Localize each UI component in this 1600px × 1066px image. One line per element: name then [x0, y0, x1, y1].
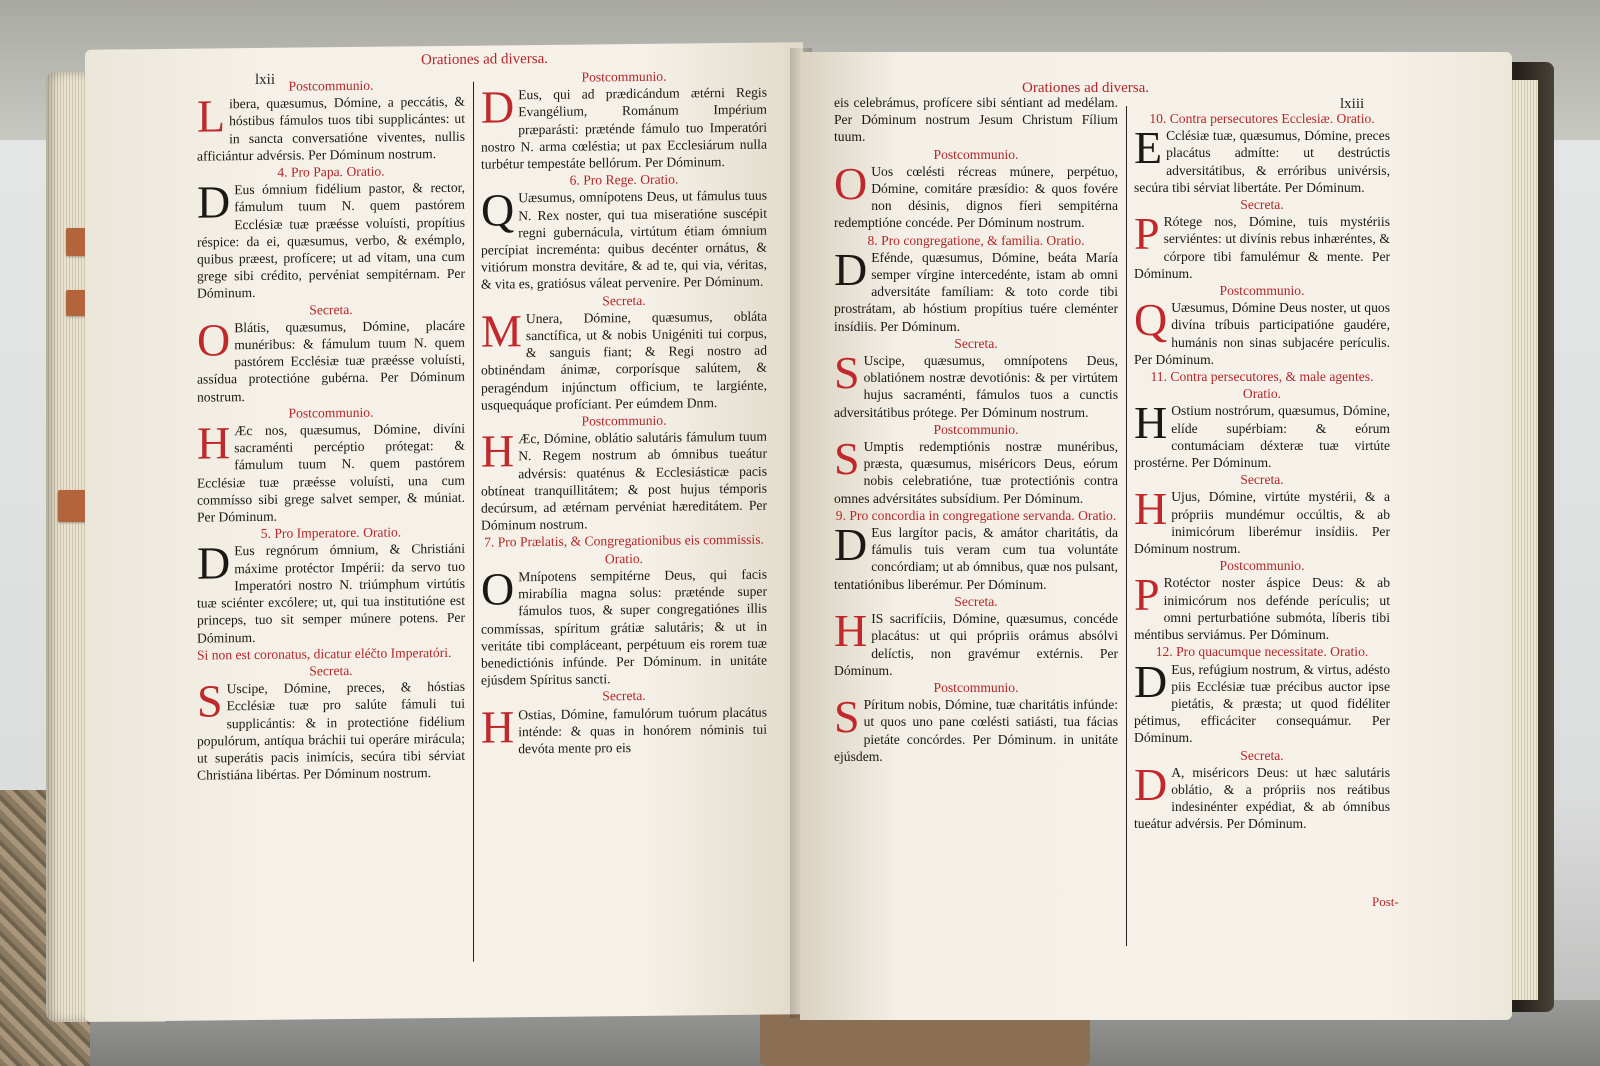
drop-capital: S [834, 433, 860, 485]
rubric-heading: Secreta. [1240, 472, 1284, 488]
prayer-text: Uscipe, Dómine, preces, & hóstias Ecclésiæ tuæ pro salúte fámuli tui supplicántis: & in protectióne fidélium populórum, antíqua bráchii tui operáre mirácula; ut superátis pacis inimícis, secúra tibi sérviat Christiána libértas. Per Dóminum nostrum. [197, 678, 465, 783]
prayer-text: eis celebrámus, profícere sibi séntiant ad medélam. Per Dóminum nostrum Jesum Christum Fílium tuum. [834, 95, 1118, 145]
prayer-paragraph [481, 700, 767, 758]
rubric-heading: Secreta. [309, 301, 353, 318]
prayer-paragraph [834, 243, 1118, 335]
rubric-heading: Postcommunio. [933, 679, 1019, 695]
prayer-text: Eus regnórum ómnium, & Christiáni máxime protéctor Impérii: da servo tuo Imperatóri nostro N. triúmphum virtútis tuæ sciénter excólere; ut, qui tua institutióne est princeps, tuo sit semper múnere potens. Per Dóminum. [197, 541, 465, 646]
drop-capital: O [834, 157, 868, 209]
prayer-text: Eus ómnium fidélium pastor, & rector, fámulum tuum N. quem pastórem Ecclésiæ tuæ præésse voluísti, propítius réspice: da ei, quæsumus, verbo, & exémplo, quibus præest, profícere; ut ad vitam, una cum grege sibi crédito, pervéniat sempitérnam. Per Dóminum. [197, 179, 465, 302]
rubric-heading: 4. Pro Papa. Oratio. [277, 163, 385, 180]
drop-capital: L [197, 90, 226, 142]
drop-capital: S [834, 691, 860, 743]
prayer-paragraph [481, 425, 767, 534]
prayer-paragraph [197, 537, 465, 646]
rubric-heading: Secreta. [954, 335, 998, 351]
page-number: lxiii [1340, 96, 1365, 112]
prayer-paragraph [481, 563, 767, 689]
prayer-paragraph [834, 605, 1118, 679]
drop-capital: D [481, 81, 515, 133]
drop-capital: D [197, 176, 231, 228]
prayer-paragraph [834, 433, 1118, 507]
text-column-left [834, 94, 1118, 765]
running-header: Orationes ad diversa. [1022, 80, 1150, 96]
rubric-heading: 11. Contra persecutores, & male agentes. Oratio. [1150, 369, 1374, 402]
prayer-paragraph [1134, 758, 1390, 833]
prayer-paragraph [197, 176, 465, 302]
column-rule [473, 82, 474, 962]
prayer-text: Rotéctor noster áspice Deus: & ab inimicórum nos defénde perículis; ut omni perturbatióne submóta, líberis tibi méntibus serviámus. Per Dóminum. [1134, 575, 1390, 643]
drop-capital: H [197, 417, 231, 469]
prayer-text: Unera, Dómine, quæsumus, obláta sanctífica, ut & nobis Unigéniti tui corpus, & sanguis fiant; & Regi nostro ad obtinéndam ánimæ, corporísque salútem, & peragéndum injúnctum officium, te largiénte, usquequáque profíciant. Per eúmdem Dnm. [481, 308, 767, 413]
drop-capital: D [834, 519, 868, 571]
rubric-heading: 12. Pro quacumque necessitate. Oratio. [1155, 644, 1369, 660]
prayer-text: Eus, qui ad prædicándum ætérni Regis Evangélium, Románum Impérium præparásti: præténde fámulo tuo Imperatóri nostro N. arma cœléstia; ut pax Ecclesiárum nulla turbétur tempestáte bellórum. Per Dóminum. [481, 84, 767, 172]
prayer-paragraph [1134, 122, 1390, 196]
column-rule [1126, 106, 1127, 946]
prayer-text: Blátis, quæsumus, Dómine, placáre munéribus: & fámulum tuum N. quem pastórem Ecclésiæ tuæ præésse voluísti, assídua protectióne gubérna. Per Dóminum nostrum. [197, 317, 465, 405]
drop-capital: P [1134, 208, 1160, 260]
prayer-text: Cclésiæ tuæ, quæsumus, Dómine, preces placátus admítte: ut destrúctis adversitátibus, & erróribus univérsis, secúra tibi sérviat libertáte. Per Dóminum. [1134, 128, 1390, 195]
rubric-heading: Postcommunio. [933, 146, 1019, 162]
left-page [85, 42, 803, 1022]
page-edges-right [1510, 80, 1538, 1000]
rubric-heading: Postcommunio. [581, 412, 667, 429]
prayer-text: Uscipe, quæsumus, omnípotens Deus, oblatiónem nostræ devotiónis: & per virtútem hujus sacraménti, fámulos tuos a cunctis adversitátibus prótege. Per Dóminum nostrum. [834, 353, 1118, 420]
rubric-heading: 10. Contra persecutores Ecclesiæ. Oratio. [1149, 111, 1375, 126]
prayer-text: Píritum nobis, Dómine, tuæ charitátis infúnde: ut quos uno pane cœlésti satiásti, tua fácias pietáte concórdes. Per Dóminum. in unitáte ejúsdem. [834, 697, 1118, 764]
prayer-paragraph [1134, 483, 1390, 557]
drop-capital: H [834, 605, 868, 657]
prayer-text: Umptis redemptiónis nostræ munéribus, præsta, quæsumus, miséricors Deus, eórum nobis celebratióne, tuæ protectiónis contra omnes advérsitátes subsídium. Per Dóminum. [834, 439, 1118, 506]
prayer-paragraph [834, 347, 1118, 421]
drop-capital: Q [481, 184, 515, 237]
prayer-paragraph [1134, 569, 1390, 643]
rubric-heading: 6. Pro Rege. Oratio. [569, 171, 679, 188]
prayer-paragraph [1134, 208, 1390, 282]
prayer-text: Ostias, Dómine, famulórum tuórum placátus inténde: & quas in honórem nóminis tui devóta mente pro eis [518, 704, 767, 757]
prayer-text: IS sacrifíciis, Dómine, quæsumus, concéde placátus: ut qui própriis orámus absólvi delíctis, non gravémur extérnis. Per Dóminum. [834, 611, 1118, 678]
prayer-paragraph [1134, 397, 1390, 471]
prayer-text: Uos cœlésti récreas múnere, perpétuo, Dómine, comitáre præsídio: & quos fovére non désinis, dignos fíeri sempitérna redemptióne concéde. Per Dóminum nostrum. [834, 163, 1118, 231]
rubric-heading: Postcommunio. [1219, 283, 1305, 299]
prayer-text: Uæsumus, omnípotens Deus, ut fámulus tuus N. Rex noster, qui tua miseratióne suscépit regni gubernácula, virtútum étiam ómnium percípiat increménta: quibus decénter ornátus, & vitiórum monstra devitáre, & ad te, qui via, véritas, & vita es, gratiósus váleat pervenire. Per Dóminum. [481, 188, 767, 293]
prayer-paragraph [197, 314, 465, 406]
drop-capital: S [834, 347, 860, 399]
prayer-text: Eus, refúgium nostrum, & virtus, adésto piis Ecclésiæ tuæ précibus auctor ipse pietátis, & præsta; ut quod fidéliter pétimus, efficáciter consequámur. Per Dóminum. [1134, 661, 1390, 746]
prayer-text: Æc nos, quæsumus, Dómine, divíni sacraménti percéptio prótegat: & fámulum tuum N. quem pastórem Ecclésiæ tuæ præésse voluísti, una cum commísso sibi grege salvet semper, & múniat. Per Dóminum. [197, 420, 465, 525]
drop-capital: D [197, 537, 231, 590]
text-column-right [481, 67, 767, 758]
drop-capital: D [1134, 655, 1168, 707]
rubric-heading: Postcommunio. [288, 77, 374, 94]
prayer-text: ibera, quæsumus, Dómine, a peccátis, & hóstibus fámulos tuos tibi supplicántes: ut in sancta conversatióne viventes, nullis afficiántur advérsis. Per Dóminum nostrum. [197, 93, 465, 164]
prayer-paragraph [197, 90, 465, 165]
prayer-paragraph [834, 157, 1118, 232]
drop-capital: H [481, 425, 515, 477]
rubric-heading: Secreta. [954, 593, 998, 609]
rubric-heading: Secreta. [602, 688, 646, 704]
rubric-heading: Secreta. [309, 662, 353, 679]
drop-capital: H [1134, 483, 1168, 535]
rubric-heading: Postcommunio. [1219, 558, 1305, 574]
drop-capital: O [481, 563, 515, 615]
drop-capital: P [1134, 569, 1160, 621]
prayer-paragraph [834, 94, 1118, 146]
drop-capital: D [1134, 758, 1168, 810]
prayer-paragraph [481, 184, 767, 293]
rubric-heading: Postcommunio. [933, 421, 1019, 437]
prayer-paragraph [197, 675, 465, 784]
rubric-heading: 5. Pro Imperatore. Oratio. [260, 524, 402, 542]
prayer-text: Uæsumus, Dómine Deus noster, ut quos divína tríbuis participatióne gaudére, humánis non sinas subjacére perículis. Per Dóminum. [1134, 300, 1390, 367]
rubric-heading: Secreta. [602, 292, 646, 308]
prayer-text: A, miséricors Deus: ut hæc salutáris oblátio, & a própriis nos reátibus indesinénter expédiat, & ab ómnibus tueátur advérsis. Per Dóminum. [1134, 764, 1390, 832]
drop-capital: E [1134, 122, 1163, 174]
prayer-text: Eus largítor pacis, & amátor charitátis, da fámulis tuis veram cum tua voluntáte concórdiam; ut ab ómnibus, quæ nos pulsant, tentatiónibus liberémur. Per Dóminum. [834, 525, 1118, 592]
drop-capital: D [834, 243, 868, 295]
prayer-paragraph [197, 417, 465, 526]
rubric-heading: Postcommunio. [288, 404, 374, 421]
page-number: lxii [255, 71, 276, 88]
right-page [800, 52, 1512, 1020]
rubric-heading: Postcommunio. [581, 68, 667, 85]
prayer-paragraph [834, 691, 1118, 765]
rubric-heading: 7. Pro Prælatis, & Congregationibus eis commissis. Oratio. [484, 532, 764, 567]
drop-capital: O [197, 314, 231, 366]
drop-capital: M [481, 305, 522, 357]
prayer-text: Eféndе, quæsumus, Dómine, beáta María semper vírgine intercedénte, istam ab omni adversitáte famíliam: & toto corde tibi prostrátam, ab hóstium propítius tuére cleménter insídiis. Per Dóminum. [834, 249, 1118, 334]
prayer-text: Mnípotens sempitérne Deus, qui facis mirabília magna solus: præténde super fámulos tuos, & super congregatiónes illis commíssas, spíritum grátiæ salutáris; & ut in veritáte tibi compláceant, perpétuum eis rorem tuæ benedictiónis infúnde. Per Dóminum. in unitáte ejúsdem Spíritus sancti. [481, 566, 767, 688]
text-column-left [197, 76, 465, 784]
prayer-paragraph [481, 307, 767, 413]
rubric-heading: Secreta. [1240, 747, 1284, 763]
drop-capital: H [1134, 397, 1168, 449]
text-column-right [1134, 110, 1390, 833]
prayer-paragraph [481, 81, 767, 173]
prayer-text: Æc, Dómine, oblátio salutáris fámulum tuum N. Regem nostrum ab ómnibus tueátur advérsis: quaténus & Ecclesiásticæ pacis obtíneat tranquillitátem; & post hujus témporis decúrsum, ad ætérnam pervéniat hæreditátem. Per Dóminum nostrum. [481, 428, 767, 533]
drop-capital: Q [1134, 294, 1168, 346]
drop-capital: H [481, 700, 515, 753]
rubric-heading: 9. Pro concordia in congregatione servanda. Oratio. [835, 507, 1117, 523]
prayer-text: Rótege nos, Dómine, tuis mystériis serviéntes: ut divínis rebus inhæréntes, & córpore tibi famulémur & mente. Per Dóminum. [1134, 214, 1390, 281]
running-header: Orationes ad diversa. [421, 50, 549, 69]
rubric-note: Si non est coronatus, dicatur eléčto Imperatóri. [197, 644, 452, 663]
prayer-text: Ostium nostrórum, quæsumus, Dómine, elíde supérbiam: & eórum contumáciam déxteræ tuæ virtúte prostérne. Per Dóminum. [1134, 403, 1390, 471]
prayer-paragraph [834, 519, 1118, 593]
prayer-paragraph [1134, 294, 1390, 368]
drop-capital: S [197, 675, 223, 727]
prayer-text: Ujus, Dómine, virtúte mystérii, & a própriis mundémur occúltis, & ab inimicórum liberémur insídiis. Per Dóminum nostrum. [1134, 489, 1390, 557]
rubric-heading: 8. Pro congregatione, & familia. Oratio. [867, 232, 1085, 248]
prayer-paragraph [1134, 655, 1390, 747]
catchword: Post- [1372, 894, 1399, 909]
rubric-heading: Secreta. [1240, 197, 1284, 213]
